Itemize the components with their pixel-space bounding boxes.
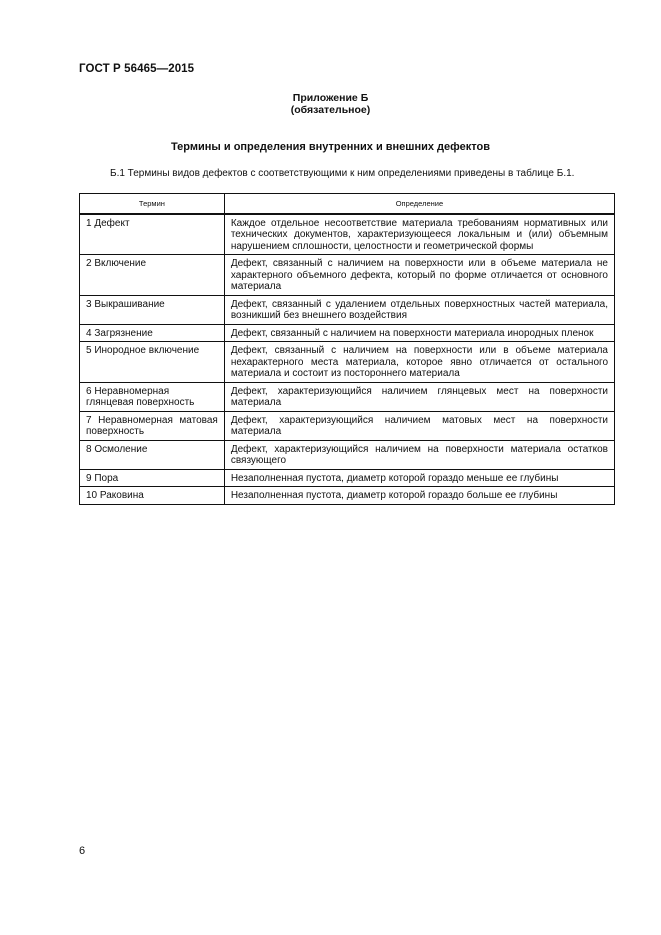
table-row <box>80 324 615 342</box>
definition-cell: Дефект, связанный с наличием на поверхности материала инородных пленок <box>224 324 614 342</box>
definition-cell: Дефект, связанный с удалением отдельных поверхностных частей материала, возникший без внешнего воздействия <box>224 295 614 324</box>
definition-cell: Дефект, связанный с наличием на поверхности или в объеме материала нехарактерного места материала, которое явно отличается от остального материала и состоит из постороннего материала <box>224 342 614 383</box>
appendix-heading <box>0 92 661 116</box>
term-cell: 6 Неравномерная глянцевая поверхность <box>80 382 225 411</box>
page-number: 6 <box>79 845 86 857</box>
term-cell: 4 Загрязнение <box>80 324 225 342</box>
table-row <box>80 342 615 383</box>
definition-cell: Дефект, характеризующийся наличием глянцевых мест на поверхности материала <box>224 382 614 411</box>
appendix-title: Приложение Б <box>292 92 369 104</box>
column-header-definition: Определение <box>224 194 614 214</box>
definition-cell: Дефект, характеризующийся наличием на поверхности материала остатков связующего <box>224 440 614 469</box>
column-header-term: Термин <box>80 194 225 214</box>
table-row <box>80 411 615 440</box>
document-code: ГОСТ Р 56465—2015 <box>79 63 195 75</box>
appendix-status: (обязательное) <box>290 104 371 116</box>
term-cell: 2 Включение <box>80 255 225 296</box>
table-row <box>80 255 615 296</box>
definition-cell: Дефект, характеризующийся наличием матовых мест на поверхности материала <box>224 411 614 440</box>
term-cell: 7 Неравномерная матовая поверхность <box>80 411 225 440</box>
term-cell: 10 Раковина <box>80 487 225 505</box>
term-cell: 3 Выкрашивание <box>80 295 225 324</box>
table-row <box>80 469 615 487</box>
table-row <box>80 440 615 469</box>
term-cell: 5 Инородное включение <box>80 342 225 383</box>
table-row <box>80 487 615 505</box>
table-row <box>80 214 615 255</box>
definition-cell: Незаполненная пустота, диаметр которой гораздо меньше ее глубины <box>224 469 614 487</box>
term-cell: 1 Дефект <box>80 214 225 255</box>
table-row <box>80 295 615 324</box>
term-cell: 8 Осмоление <box>80 440 225 469</box>
table-header-row <box>80 194 615 214</box>
term-cell: 9 Пора <box>80 469 225 487</box>
table-row <box>80 382 615 411</box>
definition-cell: Дефект, связанный с наличием на поверхности или в объеме материала не характерного объемного дефекта, который по форме отличается от основного материала <box>224 255 614 296</box>
intro-paragraph: Б.1 Термины видов дефектов с соответствующими к ним определениями приведены в таблице Б.1. <box>110 168 575 179</box>
definition-cell: Незаполненная пустота, диаметр которой гораздо больше ее глубины <box>224 487 614 505</box>
terms-table <box>79 193 615 505</box>
section-title: Термины и определения внутренних и внешних дефектов <box>171 141 490 153</box>
definition-cell: Каждое отдельное несоответствие материала требованиям нормативных или технических документов, характеризующееся локальным и (или) объемным нарушением сплошности, целостности и геометрической формы <box>224 214 614 255</box>
